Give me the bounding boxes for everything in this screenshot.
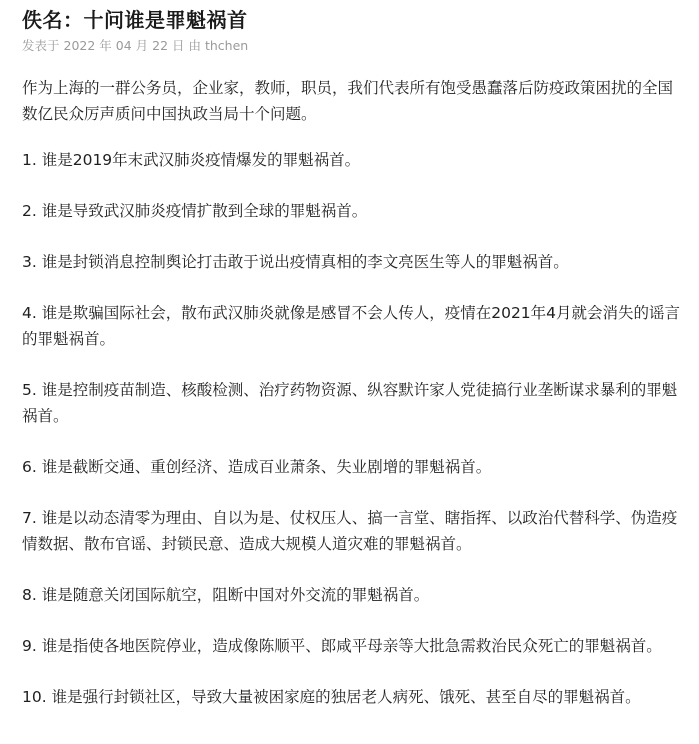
article-meta bbox=[22, 37, 681, 55]
question-1: 1. 谁是2019年末武汉肺炎疫情爆发的罪魁祸首。 bbox=[22, 151, 361, 169]
question-4: 4. 谁是欺骗国际社会，散布武汉肺炎就像是感冒不会人传人，疫情在2021年4月就会消失的谣言的罪魁祸首。 bbox=[22, 304, 681, 348]
question-8: 8. 谁是随意关闭国际航空，阻断中国对外交流的罪魁祸首。 bbox=[22, 586, 430, 604]
question-7: 7. 谁是以动态清零为理由、自以为是、仗权压人、搞一言堂、瞎指挥、以政治代替科学、伪造疫情数据、散布官谣、封锁民意、造成大规模人道灾难的罪魁祸首。 bbox=[22, 509, 678, 553]
question-10: 10. 谁是强行封锁社区，导致大量被困家庭的独居老人病死、饿死、甚至自尽的罪魁祸首。 bbox=[22, 688, 641, 706]
post-date: 2022 年 04 月 22 日 bbox=[63, 38, 185, 53]
by-label: 由 bbox=[188, 38, 201, 53]
article-title: 佚名：十问谁是罪魁祸首 bbox=[22, 8, 248, 32]
author-link[interactable]: thchen bbox=[204, 38, 249, 53]
question-6: 6. 谁是截断交通、重创经济、造成百业萧条、失业剧增的罪魁祸首。 bbox=[22, 458, 492, 476]
question-9: 9. 谁是指使各地医院停业，造成像陈顺平、郎咸平母亲等大批急需救治民众死亡的罪魁祸首。 bbox=[22, 637, 662, 655]
posted-label: 发表于 bbox=[22, 38, 60, 53]
intro-paragraph: 作为上海的一群公务员，企业家，教师，职员，我们代表所有饱受愚蠢落后防疫政策困扰的全国数亿民众厉声质问中国执政当局十个问题。 bbox=[22, 79, 674, 123]
question-5: 5. 谁是控制疫苗制造、核酸检测、治疗药物资源、纵容默许家人党徒搞行业垄断谋求暴利的罪魁祸首。 bbox=[22, 381, 678, 425]
article-body bbox=[22, 75, 681, 710]
question-3: 3. 谁是封锁消息控制舆论打击敢于说出疫情真相的李文亮医生等人的罪魁祸首。 bbox=[22, 253, 569, 271]
question-2: 2. 谁是导致武汉肺炎疫情扩散到全球的罪魁祸首。 bbox=[22, 202, 368, 220]
